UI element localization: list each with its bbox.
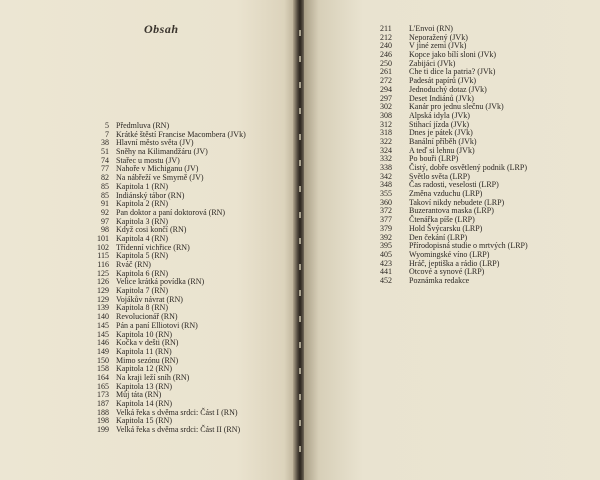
toc-page-number: 308 xyxy=(380,110,392,120)
toc-entry-title: Kapitola 15 (RN) xyxy=(116,416,172,426)
toc-entry-title: Čistý, dobře osvětlený podnik (LRP) xyxy=(409,163,527,172)
toc-page-number: 173 xyxy=(97,390,109,400)
toc-entry-title: Otcové a synové (LRP) xyxy=(409,267,485,277)
stitch-mark xyxy=(299,420,301,426)
toc-page-number: 355 xyxy=(380,189,392,199)
toc-entry-title: Kanár pro jednu slečnu (JVk) xyxy=(409,102,504,112)
toc-entry xyxy=(80,391,290,400)
toc-page-number: 77 xyxy=(101,164,109,174)
stitch-mark xyxy=(299,134,301,140)
toc-entry-title: Deset Indiánů (JVk) xyxy=(409,93,474,103)
toc-entry xyxy=(80,244,290,253)
toc-entry-title: Sněhy na Kilimandžáru (JV) xyxy=(116,147,208,157)
stitch-mark xyxy=(299,82,301,88)
toc-page-number: 145 xyxy=(97,329,109,339)
toc-entry-title: Krátké štěstí Francise Macombera (JVk) xyxy=(116,129,246,139)
toc-entry-title: Revolucionář (RN) xyxy=(116,312,178,322)
toc-page-number: 115 xyxy=(97,251,109,261)
toc-page-number: 7 xyxy=(105,129,109,139)
toc-page-number: 164 xyxy=(97,372,109,382)
stitch-mark xyxy=(299,290,301,296)
toc-entry-title: Wyomingské víno (LRP) xyxy=(409,249,490,259)
toc-entry-title: Banální příběh (JVk) xyxy=(409,136,477,146)
toc-entry-title: Velice krátká povídka (RN) xyxy=(116,277,205,287)
toc-entry-title: Zabijáci (JVk) xyxy=(409,58,456,68)
stitch-mark xyxy=(299,394,301,400)
toc-entry-title: Kapitola 2 (RN) xyxy=(116,199,168,209)
toc-page-number: 246 xyxy=(380,50,392,60)
toc-page-number: 302 xyxy=(380,102,392,112)
toc-page-number: 139 xyxy=(97,303,109,313)
toc-page-number: 51 xyxy=(101,147,109,157)
toc-entry xyxy=(80,296,290,305)
toc-page-number: 74 xyxy=(101,155,109,165)
toc-page-number: 187 xyxy=(97,399,109,408)
toc-page-number: 342 xyxy=(380,171,392,181)
toc-entry-title: Stařec u mostu (JV) xyxy=(116,155,180,165)
toc-entry-title: Takoví nikdy nebudete (LRP) xyxy=(409,197,505,207)
toc-entry xyxy=(380,277,580,286)
toc-page-number: 199 xyxy=(97,425,109,435)
toc-page-number: 441 xyxy=(380,267,392,277)
toc-entry-title: Pan doktor a paní doktorová (RN) xyxy=(116,207,226,217)
toc-page-number: 85 xyxy=(101,181,109,191)
page-title: Obsah xyxy=(144,22,179,36)
toc-entry-title: Kapitola 8 (RN) xyxy=(116,303,168,313)
toc-page-number: 98 xyxy=(101,225,109,235)
toc-entry xyxy=(80,183,290,192)
toc-page-number: 165 xyxy=(97,381,109,391)
toc-page-number: 102 xyxy=(97,242,109,252)
toc-page-number: 332 xyxy=(380,154,392,164)
toc-entry xyxy=(80,261,290,270)
toc-page-number: 126 xyxy=(97,277,109,287)
toc-entry-title: Přírodopisná studie o mrtvých (LRP) xyxy=(409,241,528,251)
toc-entry-title: Rváč (RN) xyxy=(116,260,151,269)
toc-entry-title: Když cosi končí (RN) xyxy=(116,225,187,235)
toc-entry-title: Den čekání (LRP) xyxy=(409,232,468,242)
toc-entry xyxy=(80,348,290,357)
toc-entry-title: Kapitola 5 (RN) xyxy=(116,251,168,261)
toc-page-number: 101 xyxy=(97,233,109,243)
toc-entry-title: Třídenní vichřice (RN) xyxy=(116,242,190,252)
toc-entry-title: Kapitola 10 (RN) xyxy=(116,329,172,339)
toc-entry xyxy=(80,252,290,261)
toc-entry-title: Kapitola 7 (RN) xyxy=(116,286,168,296)
toc-page-number: 145 xyxy=(97,320,109,330)
toc-list-left xyxy=(80,122,290,435)
toc-entry-title: Neporažený (JVk) xyxy=(409,32,468,42)
toc-page-number: 240 xyxy=(380,41,392,51)
toc-entry-title: Kapitola 14 (RN) xyxy=(116,399,172,408)
toc-page-number: 116 xyxy=(97,260,109,269)
toc-entry xyxy=(80,426,290,435)
toc-entry xyxy=(80,383,290,392)
toc-entry xyxy=(80,331,290,340)
toc-page-number: 360 xyxy=(380,197,392,207)
toc-page-number: 5 xyxy=(105,121,109,130)
toc-page-number: 211 xyxy=(380,24,392,33)
toc-page-number: 272 xyxy=(380,76,392,86)
toc-entry xyxy=(80,174,290,183)
stitch-mark xyxy=(299,238,301,244)
toc-entry-title: Hráč, jeptiška a rádio (LRP) xyxy=(409,258,500,268)
stitch-mark xyxy=(299,264,301,270)
stitch-mark xyxy=(299,212,301,218)
toc-page-number: 312 xyxy=(380,119,392,129)
toc-entry-title: Hlavní město světa (JV) xyxy=(116,138,194,148)
toc-entry xyxy=(80,339,290,348)
toc-entry-title: Světlo světa (LRP) xyxy=(409,171,470,181)
toc-entry xyxy=(80,148,290,157)
toc-page-number: 85 xyxy=(101,190,109,200)
toc-page-number: 372 xyxy=(380,206,392,216)
toc-entry-title: Kapitola 11 (RN) xyxy=(116,346,172,356)
toc-page-number: 82 xyxy=(101,173,109,183)
toc-page-number: 405 xyxy=(380,249,392,259)
toc-page-number: 129 xyxy=(97,286,109,296)
toc-entry-title: Velká řeka s dvěma srdci: Část II (RN) xyxy=(116,425,241,435)
toc-entry-title: Kapitola 6 (RN) xyxy=(116,268,168,278)
stitch-mark xyxy=(299,446,301,452)
toc-entry xyxy=(80,304,290,313)
toc-entry xyxy=(80,357,290,366)
toc-entry xyxy=(80,278,290,287)
toc-entry xyxy=(80,409,290,418)
toc-entry xyxy=(80,209,290,218)
stitch-mark xyxy=(299,160,301,166)
toc-page-number: 348 xyxy=(380,180,392,190)
toc-entry xyxy=(80,287,290,296)
left-page xyxy=(0,0,296,480)
toc-page-number: 338 xyxy=(380,163,392,172)
toc-entry-title: Alpská idyla (JVk) xyxy=(409,110,470,120)
stitch-mark xyxy=(299,30,301,36)
toc-entry-title: A teď si lehnu (JVk) xyxy=(409,145,475,155)
toc-entry-title: Dnes je pátek (JVk) xyxy=(409,128,473,138)
toc-page-number: 250 xyxy=(380,58,392,68)
toc-entry-title: Nahoře v Michiganu (JV) xyxy=(116,164,199,174)
toc-entry-title: Na nábřeží ve Smyrně (JV) xyxy=(116,173,204,183)
toc-entry-title: Indiánský tábor (RN) xyxy=(116,190,185,200)
toc-list-right xyxy=(380,25,580,286)
toc-page-number: 38 xyxy=(101,138,109,148)
toc-page-number: 146 xyxy=(97,338,109,348)
toc-entry-title: Předmluva (RN) xyxy=(116,121,170,130)
toc-entry-title: Stihací jízda (JVk) xyxy=(409,119,469,129)
toc-page-number: 392 xyxy=(380,232,392,242)
toc-page-number: 297 xyxy=(380,93,392,103)
toc-page-number: 212 xyxy=(380,32,392,42)
toc-page-number: 150 xyxy=(97,355,109,365)
toc-entry-title: Che ti dice la patria? (JVk) xyxy=(409,67,496,77)
toc-entry-title: Pán a paní Elliotovi (RN) xyxy=(116,320,198,330)
toc-entry-title: Padesát papírů (JVk) xyxy=(409,76,477,86)
stitch-mark xyxy=(299,368,301,374)
toc-page-number: 140 xyxy=(97,312,109,322)
toc-page-number: 452 xyxy=(380,275,392,285)
toc-entry-title: Kapitola 4 (RN) xyxy=(116,233,168,243)
toc-page-number: 97 xyxy=(101,216,109,226)
toc-entry-title: Kapitola 3 (RN) xyxy=(116,216,168,226)
toc-page-number: 158 xyxy=(97,364,109,374)
stitch-mark xyxy=(299,342,301,348)
toc-entry-title: Na kraji leží sníh (RN) xyxy=(116,372,190,382)
toc-entry-title: Velká řeka s dvěma srdci: Část I (RN) xyxy=(116,407,238,417)
toc-entry-title: Vojákův návrat (RN) xyxy=(116,294,183,304)
toc-page-number: 379 xyxy=(380,223,392,233)
toc-page-number: 318 xyxy=(380,128,392,138)
toc-entry xyxy=(80,322,290,331)
toc-entry-title: Kapitola 1 (RN) xyxy=(116,181,168,191)
toc-page-number: 149 xyxy=(97,346,109,356)
toc-entry-title: Čtenářka píše (LRP) xyxy=(409,215,475,225)
stitch-mark xyxy=(299,316,301,322)
toc-entry-title: Hold Švýcarsku (LRP) xyxy=(409,223,483,233)
toc-page-number: 322 xyxy=(380,136,392,146)
toc-entry-title: Jednoduchý dotaz (JVk) xyxy=(409,84,487,94)
stitch-mark xyxy=(299,56,301,62)
toc-entry-title: Kopce jako bílí sloni (JVk) xyxy=(409,50,497,60)
toc-entry-title: V jiné zemi (JVk) xyxy=(409,41,467,51)
toc-entry-title: Buzerantova maska (LRP) xyxy=(409,206,494,216)
toc-entry-title: Po bouři (LRP) xyxy=(409,154,459,164)
toc-entry xyxy=(80,192,290,201)
toc-entry-title: Kapitola 13 (RN) xyxy=(116,381,172,391)
toc-page-number: 324 xyxy=(380,145,392,155)
toc-page-number: 423 xyxy=(380,258,392,268)
toc-entry-title: Můj táta (RN) xyxy=(116,390,162,400)
toc-entry-title: Mimo sezónu (RN) xyxy=(116,355,179,365)
toc-page-number: 198 xyxy=(97,416,109,426)
toc-entry-title: Čas radosti, veselosti (LRP) xyxy=(409,180,499,190)
toc-page-number: 377 xyxy=(380,215,392,225)
toc-page-number: 91 xyxy=(101,199,109,209)
toc-page-number: 294 xyxy=(380,84,392,94)
toc-entry xyxy=(80,374,290,383)
toc-page-number: 188 xyxy=(97,407,109,417)
toc-entry-title: Kapitola 12 (RN) xyxy=(116,364,172,374)
toc-entry-title: Poznámka redakce xyxy=(409,275,470,285)
toc-page-number: 125 xyxy=(97,268,109,278)
stitch-mark xyxy=(299,108,301,114)
toc-page-number: 129 xyxy=(97,294,109,304)
toc-entry-title: Kočka v dešti (RN) xyxy=(116,338,179,348)
toc-page-number: 261 xyxy=(380,67,392,77)
toc-entry xyxy=(80,226,290,235)
stitch-mark xyxy=(299,186,301,192)
toc-entry-title: L'Envoi (RN) xyxy=(409,24,453,33)
toc-page-number: 92 xyxy=(101,207,109,217)
toc-page-number: 395 xyxy=(380,241,392,251)
toc-entry-title: Změna vzduchu (LRP) xyxy=(409,189,483,199)
